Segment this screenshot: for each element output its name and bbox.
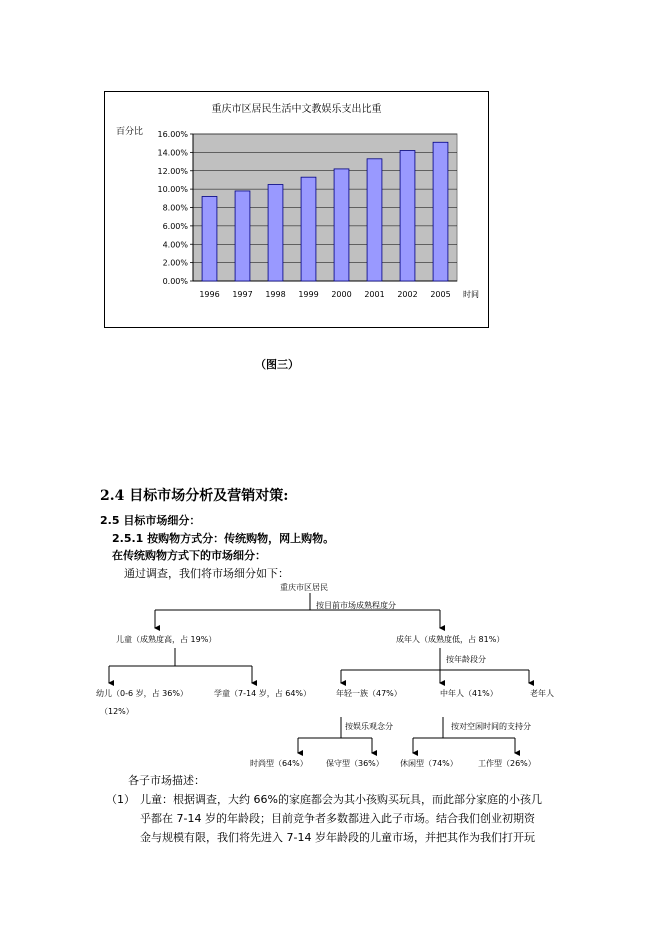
x-tick-label: 1999 bbox=[298, 290, 319, 299]
y-tick-label: 4.00% bbox=[162, 240, 188, 250]
paragraph-line-3: 金与规模有限，我们将先进入 7-14 岁年龄段的儿童市场，并把其作为我们打开玩 bbox=[140, 831, 535, 844]
section-heading-2-5-1: 2.5.1 按购物方式分：传统购物，网上购物。 bbox=[112, 532, 335, 545]
tree-split-label-entertainment: 按娱乐观念分 bbox=[345, 722, 393, 731]
y-tick-label: 10.00% bbox=[157, 185, 188, 195]
tree-split-label-maturity: 按目前市场成熟程度分 bbox=[316, 601, 396, 610]
x-tick-label: 2005 bbox=[430, 290, 451, 299]
x-tick-label: 2002 bbox=[397, 290, 418, 299]
tree-split-label-age: 按年龄段分 bbox=[446, 655, 486, 664]
y-tick-label: 12.00% bbox=[157, 166, 188, 176]
tree-node-young: 年轻一族（47%） bbox=[336, 689, 402, 698]
section-heading-2-5: 2.5 目标市场细分： bbox=[100, 514, 201, 527]
tree-node-infants-share: （12%） bbox=[100, 707, 134, 716]
subheading-traditional: 在传统购物方式下的市场细分： bbox=[112, 549, 266, 562]
y-tick-label: 14.00% bbox=[157, 148, 188, 158]
x-tick-label: 1996 bbox=[199, 290, 220, 299]
tree-node-schoolchildren: 学童（7-14 岁，占 64%） bbox=[214, 689, 312, 698]
tree-node-leisure: 休闲型（74%） bbox=[400, 759, 458, 768]
y-tick-label: 8.00% bbox=[162, 203, 188, 213]
intro-text: 通过调查，我们将市场细分如下： bbox=[124, 567, 289, 580]
section-heading-2-4: 2.4 目标市场分析及营销对策: bbox=[100, 488, 289, 504]
y-tick-label: 0.00% bbox=[162, 277, 188, 286]
chart-y-axis-label: 百分比 bbox=[116, 127, 144, 137]
x-tick-label: 1998 bbox=[265, 290, 286, 299]
tree-node-children: 儿童（成熟度高，占 19%） bbox=[116, 635, 217, 644]
list-item-number: （1） bbox=[106, 793, 135, 806]
tree-node-middle-aged: 中年人（41%） bbox=[440, 689, 498, 698]
x-tick-label: 2001 bbox=[364, 290, 385, 299]
tree-node-root: 重庆市区居民 bbox=[280, 583, 328, 592]
tree-node-fashion: 时尚型（64%） bbox=[250, 759, 308, 768]
x-tick-label: 2000 bbox=[331, 290, 352, 299]
chart-x-axis-label: 时间 bbox=[463, 290, 479, 299]
y-tick-label: 16.00% bbox=[157, 130, 188, 139]
tree-node-conservative: 保守型（36%） bbox=[326, 759, 384, 768]
paragraph-line-2: 乎都在 7-14 岁的年龄段；目前竞争者多数都进入此子市场。结合我们创业初期资 bbox=[140, 812, 535, 825]
tree-split-label-leisure-time: 按对空闲时间的支持分 bbox=[451, 722, 531, 731]
tree-node-infants: 幼儿（0-6 岁，占 36%） bbox=[96, 689, 188, 698]
y-tick-label: 6.00% bbox=[162, 221, 188, 231]
chart-title: 重庆市区居民生活中文教娱乐支出比重 bbox=[211, 104, 382, 115]
tree-node-work: 工作型（26%） bbox=[478, 759, 536, 768]
y-tick-label: 2.00% bbox=[162, 258, 188, 268]
market-description-heading: 各子市场描述： bbox=[128, 774, 205, 787]
tree-node-adults: 成年人（成熟度低，占 81%） bbox=[396, 635, 505, 644]
tree-node-elderly: 老年人 bbox=[530, 689, 554, 698]
x-tick-label: 1997 bbox=[232, 290, 253, 299]
figure-caption: （图三） bbox=[255, 358, 299, 371]
paragraph-line-1: 儿童：根据调查，大约 66%的家庭都会为其小孩购买玩具，而此部分家庭的小孩几 bbox=[140, 793, 542, 806]
